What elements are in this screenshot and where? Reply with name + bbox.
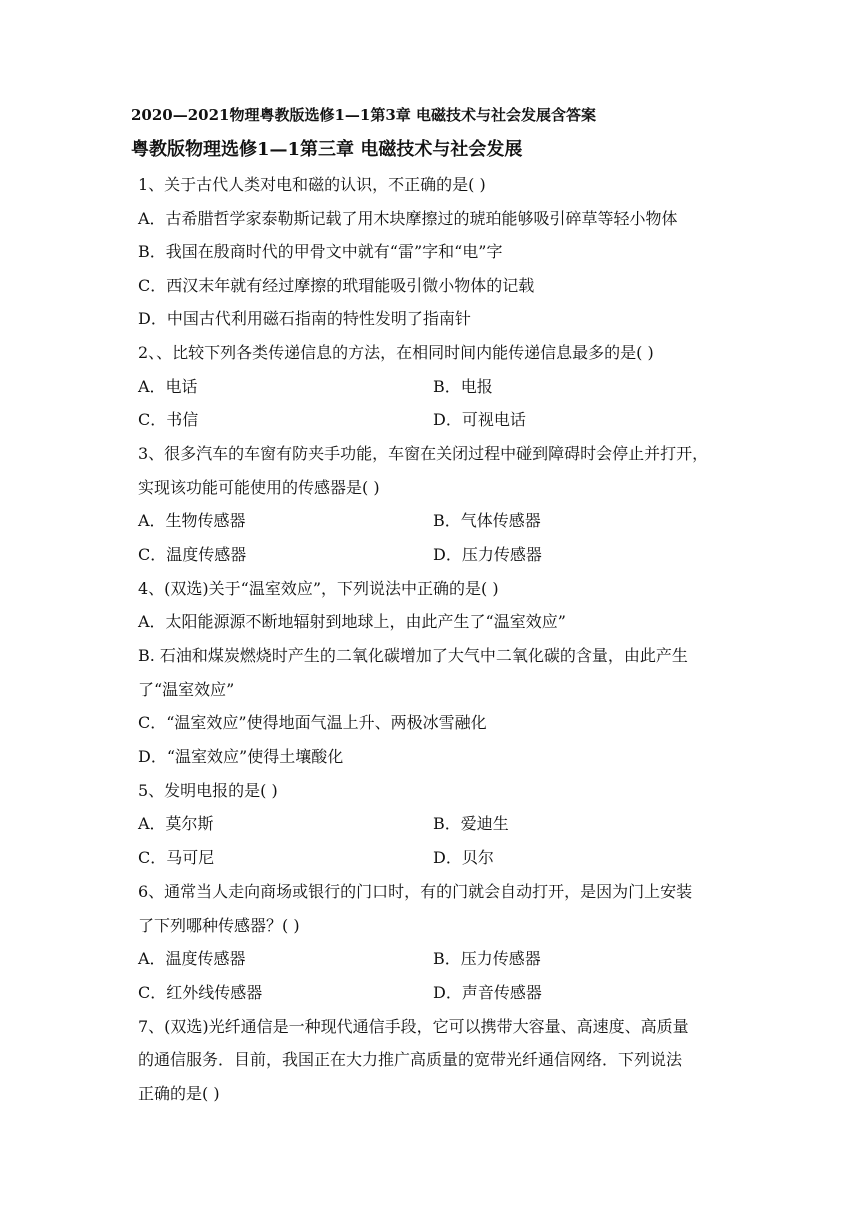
question-3-stem-line-2: 实现该功能可能使用的传感器是( ) bbox=[138, 478, 380, 497]
question-3-option-d: D．压力传感器 bbox=[433, 545, 542, 564]
question-7-stem-line-3: 正确的是( ) bbox=[138, 1084, 220, 1103]
question-5-option-d: D．贝尔 bbox=[433, 848, 494, 867]
question-4-option-b-line-2: 了“温室效应” bbox=[138, 680, 235, 699]
question-6-stem-line-2: 了下列哪种传感器？( ) bbox=[138, 916, 300, 935]
question-6-stem-line-1: 6、通常当人走向商场或银行的门口时，有的门就会自动打开，是因为门上安装 bbox=[138, 882, 693, 901]
question-5-stem: 5、发明电报的是( ) bbox=[138, 781, 278, 800]
question-2-option-d: D．可视电话 bbox=[433, 410, 526, 429]
question-2-option-a: A．电话 bbox=[138, 377, 198, 396]
question-1-option-a: A．古希腊哲学家泰勒斯记载了用木块摩擦过的琥珀能够吸引碎草等轻小物体 bbox=[138, 209, 678, 228]
question-4-stem: 4、(双选)关于“温室效应”，下列说法中正确的是( ) bbox=[138, 579, 499, 598]
question-2-option-b: B．电报 bbox=[433, 377, 493, 396]
question-2-stem: 2、、比较下列各类传递信息的方法，在相同时间内能传递信息最多的是( ) bbox=[138, 343, 654, 362]
document-title: 2020—2021物理粤教版选修1—1第3章 电磁技术与社会发展含答案 bbox=[131, 106, 597, 124]
question-6-option-c: C．红外线传感器 bbox=[138, 983, 263, 1002]
question-1-option-b: B．我国在殷商时代的甲骨文中就有“雷”字和“电”字 bbox=[138, 242, 503, 261]
question-6-option-b: B．压力传感器 bbox=[433, 949, 541, 968]
question-3-option-b: B．气体传感器 bbox=[433, 511, 541, 530]
question-5-option-c: C．马可尼 bbox=[138, 848, 215, 867]
question-6-option-a: A．温度传感器 bbox=[138, 949, 246, 968]
question-3-option-a: A．生物传感器 bbox=[138, 511, 246, 530]
question-3-stem-line-1: 3、很多汽车的车窗有防夹手功能，车窗在关闭过程中碰到障碍时会停止并打开， bbox=[138, 444, 709, 463]
question-5-option-b: B．爱迪生 bbox=[433, 814, 509, 833]
question-4-option-a: A．太阳能源源不断地辐射到地球上，由此产生了“温室效应” bbox=[138, 612, 566, 631]
question-1-stem: 1、关于古代人类对电和磁的认识，不正确的是( ) bbox=[138, 175, 486, 194]
question-1-option-c: C．西汉末年就有经过摩擦的玳瑁能吸引微小物体的记载 bbox=[138, 276, 535, 295]
question-5-option-a: A．莫尔斯 bbox=[138, 814, 214, 833]
question-6-option-d: D．声音传感器 bbox=[433, 983, 542, 1002]
question-4-option-b-line-1: B. 石油和煤炭燃烧时产生的二氧化碳增加了大气中二氧化碳的含量，由此产生 bbox=[138, 646, 688, 665]
question-4-option-d: D．“温室效应”使得土壤酸化 bbox=[138, 747, 344, 766]
question-3-option-c: C．温度传感器 bbox=[138, 545, 247, 564]
question-4-option-c: C．“温室效应”使得地面气温上升、两极冰雪融化 bbox=[138, 713, 487, 732]
question-7-stem-line-2: 的通信服务．目前，我国正在大力推广高质量的宽带光纤通信网络．下列说法 bbox=[138, 1050, 683, 1069]
document-subtitle: 粤教版物理选修1—1第三章 电磁技术与社会发展 bbox=[131, 139, 523, 160]
question-1-option-d: D．中国古代利用磁石指南的特性发明了指南针 bbox=[138, 309, 471, 328]
question-2-option-c: C．书信 bbox=[138, 410, 199, 429]
question-7-stem-line-1: 7、(双选)光纤通信是一种现代通信手段，它可以携带大容量、高速度、高质量 bbox=[138, 1017, 689, 1036]
